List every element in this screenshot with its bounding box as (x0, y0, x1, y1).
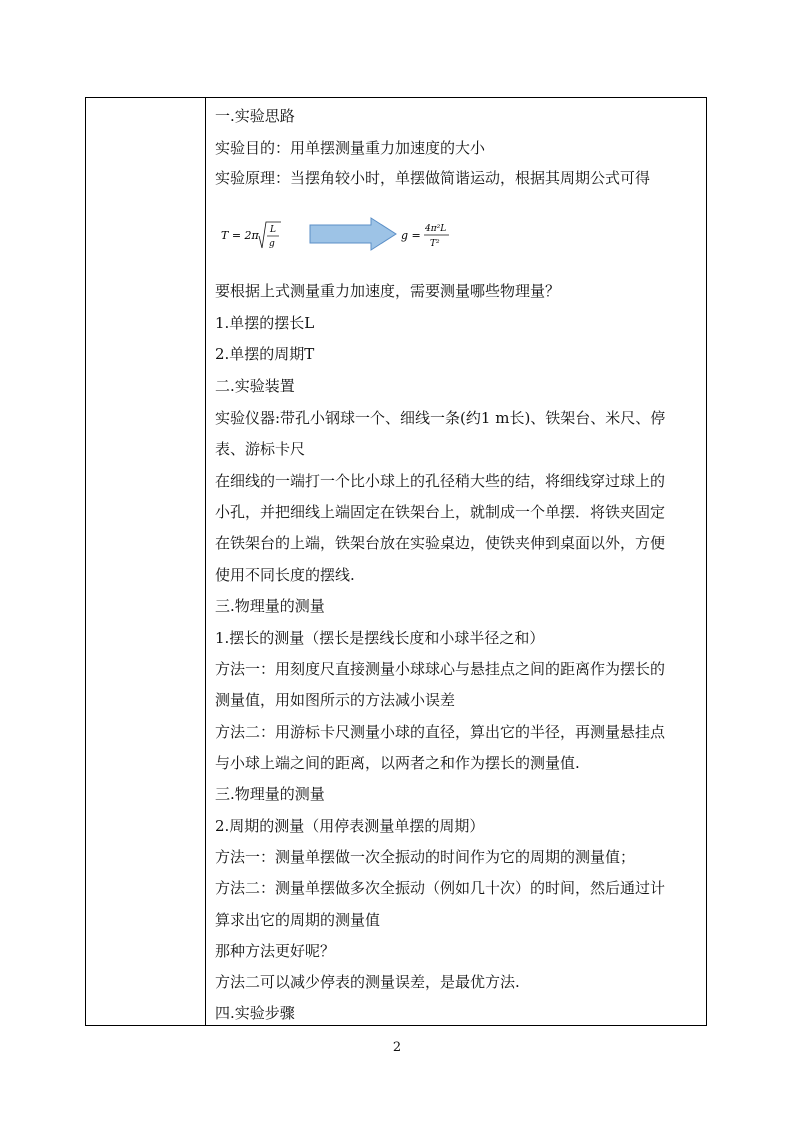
arrow-icon (309, 217, 399, 251)
svg-text:T = 2π: T = 2π (221, 229, 259, 242)
line-21: 2.周期的测量（用停表测量单摆的周期） (215, 817, 485, 835)
line-25: 那种方法更好呢？ (215, 942, 336, 960)
line-7: 二.实验装置 (215, 377, 295, 395)
line-16: 方法一：用刻度尺直接测量小球球心与悬挂点之间的距离作为摆长的 (215, 660, 666, 678)
line-20: 三.物理量的测量 (215, 785, 325, 803)
line-3: 实验原理：当摆角较小时，单摆做简谐运动，根据其周期公式可得 (215, 169, 651, 187)
line-19: 与小球上端之间的距离，以两者之和作为摆长的测量值. (215, 754, 580, 772)
period-formula-graphic (221, 218, 291, 254)
svg-text:g =: g = (401, 229, 421, 242)
line-27: 四.实验步骤 (215, 1004, 295, 1022)
svg-text:T²: T² (430, 239, 440, 249)
line-23: 方法二：测量单摆做多次全振动（例如几十次）的时间，然后通过计 (215, 879, 666, 897)
svg-text:L: L (270, 225, 276, 235)
content-table (85, 97, 707, 1026)
line-6: 2.单摆的周期T (215, 345, 315, 363)
line-24: 算求出它的周期的测量值 (215, 911, 381, 929)
formula-row (221, 214, 511, 258)
line-5: 1.单摆的摆长L (215, 314, 315, 332)
line-1: 一.实验思路 (215, 107, 295, 125)
page-number: 2 (392, 1040, 402, 1055)
period-formula (221, 218, 291, 257)
line-11: 小孔，并把细线上端固定在铁架台上，就制成一个单摆．将铁夹固定 (215, 503, 666, 521)
line-17: 测量值，用如图所示的方法减小误差 (215, 691, 456, 709)
svg-text:4π²L: 4π²L (425, 224, 447, 234)
line-18: 方法二：用游标卡尺测量小球的直径，算出它的半径，再测量悬挂点 (215, 723, 666, 741)
line-9: 表、游标卡尺 (215, 440, 306, 458)
line-12: 在铁架台的上端，铁架台放在实验桌边，使铁夹伸到桌面以外，方便 (215, 534, 666, 552)
line-13: 使用不同长度的摆线. (215, 566, 355, 584)
line-14: 三.物理量的测量 (215, 597, 325, 615)
line-2: 实验目的：用单摆测量重力加速度的大小 (215, 139, 486, 157)
right-column (206, 98, 706, 1025)
line-10: 在细线的一端打一个比小球上的孔径稍大些的结，将细线穿过球上的 (215, 472, 666, 490)
left-column (86, 98, 206, 1025)
gravity-formula-graphic (401, 218, 461, 254)
svg-text:g: g (269, 239, 275, 249)
line-4: 要根据上式测量重力加速度，需要测量哪些物理量？ (215, 282, 561, 300)
line-26: 方法二可以减少停表的测量误差，是最优方法. (215, 973, 520, 991)
line-22: 方法一：测量单摆做一次全振动的时间作为它的周期的测量值； (215, 848, 636, 866)
line-8: 实验仪器:带孔小钢球一个、细线一条(约1 m长)、铁架台、米尺、停 (215, 409, 666, 427)
line-15: 1.摆长的测量（摆长是摆线长度和小球半径之和） (215, 629, 545, 647)
gravity-formula (401, 218, 461, 257)
